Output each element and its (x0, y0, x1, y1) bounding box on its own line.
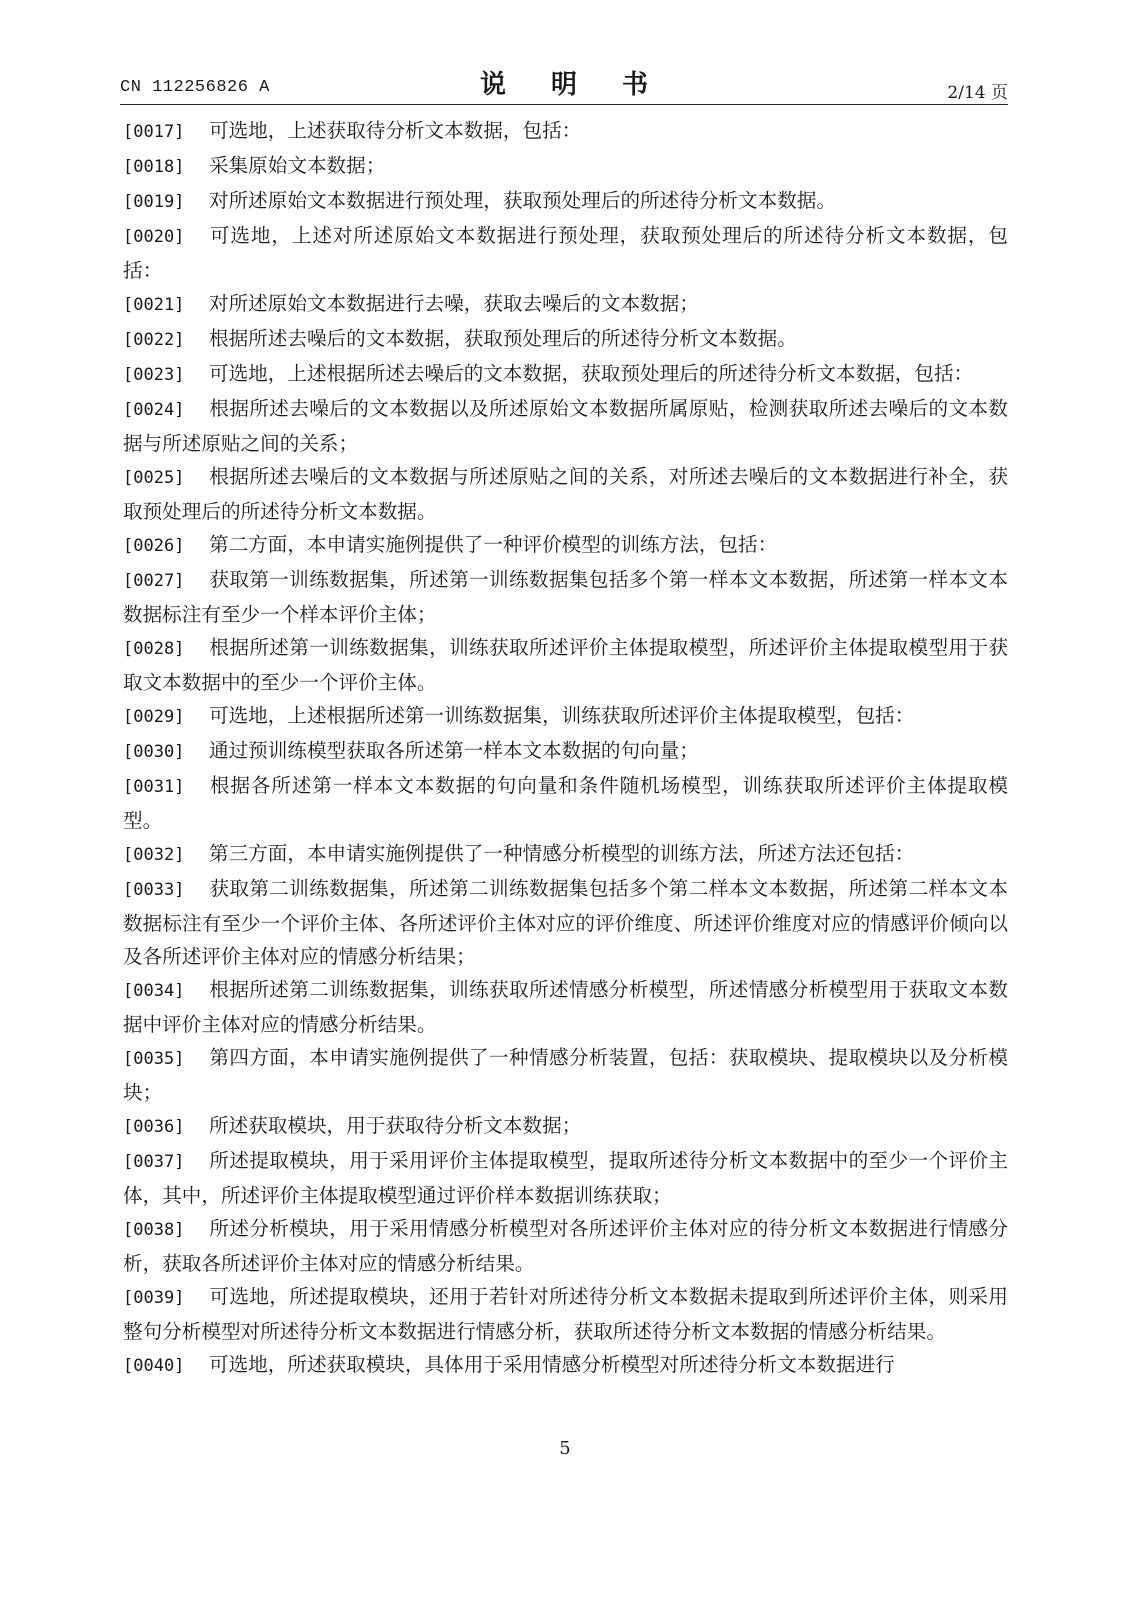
paragraph (123, 1212, 1008, 1280)
paragraph-text: 根据所述第一训练数据集，训练获取所述评价主体提取模型，所述评价主体提取模型用于获取文本数据中的至少一个评价主体。 (123, 636, 1008, 694)
paragraph-text: 所述获取模块，用于获取待分析文本数据； (209, 1114, 582, 1137)
paragraph (123, 872, 1008, 973)
document-body (123, 114, 1008, 1383)
paragraph (123, 219, 1008, 287)
paragraph-number: [0033] (123, 880, 185, 900)
paragraph-text: 根据所述去噪后的文本数据与所述原贴之间的关系，对所述去噪后的文本数据进行补全，获取预处理后的所述待分析文本数据。 (123, 465, 1008, 523)
paragraph (123, 357, 1008, 392)
paragraph-text: 可选地，上述根据所述第一训练数据集，训练获取所述评价主体提取模型，包括： (209, 704, 915, 727)
paragraph-text: 所述分析模块，用于采用情感分析模型对各所述评价主体对应的待分析文本数据进行情感分析，获取各所述评价主体对应的情感分析结果。 (123, 1217, 1008, 1275)
paragraph-number: [0023] (123, 365, 185, 385)
paragraph-text: 根据所述去噪后的文本数据以及所述原始文本数据所属原贴，检测获取所述去噪后的文本数据与所述原贴之间的关系； (123, 397, 1008, 455)
page-number: 5 (559, 1438, 571, 1459)
paragraph-number: [0017] (123, 122, 185, 142)
paragraph-text: 第四方面，本申请实施例提供了一种情感分析装置，包括：获取模块、提取模块以及分析模块； (123, 1046, 1008, 1104)
publication-number: CN 112256826 A (120, 78, 270, 97)
paragraph-number: [0030] (123, 742, 185, 762)
paragraph-number: [0019] (123, 192, 185, 212)
paragraph-number: [0036] (123, 1117, 185, 1137)
paragraph (123, 460, 1008, 528)
paragraph-number: [0038] (123, 1220, 185, 1240)
paragraph-number: [0025] (123, 468, 185, 488)
paragraph-number: [0024] (123, 400, 185, 420)
paragraph-text: 对所述原始文本数据进行去噪，获取去噪后的文本数据； (209, 292, 699, 315)
paragraph-number: [0031] (123, 777, 185, 797)
paragraph (123, 114, 1008, 149)
paragraph-number: [0020] (123, 227, 185, 247)
paragraph (123, 973, 1008, 1041)
paragraph (123, 1109, 1008, 1144)
paragraph-text: 所述提取模块，用于采用评价主体提取模型，提取所述待分析文本数据中的至少一个评价主体，其中，所述评价主体提取模型通过评价样本数据训练获取； (123, 1149, 1008, 1207)
paragraph (123, 563, 1008, 631)
paragraph-text: 采集原始文本数据； (209, 154, 386, 177)
paragraph-text: 可选地，所述提取模块，还用于若针对所述待分析文本数据未提取到所述评价主体，则采用整句分析模型对所述待分析文本数据进行情感分析，获取所述待分析文本数据的情感分析结果。 (123, 1285, 1008, 1343)
paragraph-text: 获取第一训练数据集，所述第一训练数据集包括多个第一样本文本数据，所述第一样本文本数据标注有至少一个样本评价主体； (123, 568, 1008, 626)
paragraph-number: [0032] (123, 845, 185, 865)
paragraph-text: 可选地，上述根据所述去噪后的文本数据，获取预处理后的所述待分析文本数据，包括： (209, 362, 974, 385)
paragraph-number: [0037] (123, 1152, 185, 1172)
paragraph (123, 699, 1008, 734)
paragraph-number: [0034] (123, 981, 185, 1001)
paragraph-number: [0040] (123, 1356, 185, 1376)
paragraph-number: [0018] (123, 157, 185, 177)
paragraph-text: 根据所述第二训练数据集，训练获取所述情感分析模型，所述情感分析模型用于获取文本数据中评价主体对应的情感分析结果。 (123, 978, 1008, 1036)
paragraph-text: 根据所述去噪后的文本数据，获取预处理后的所述待分析文本数据。 (209, 327, 797, 350)
paragraph-text: 根据各所述第一样本文本数据的句向量和条件随机场模型，训练获取所述评价主体提取模型。 (123, 774, 1008, 832)
page-of-total: 2/14 页 (947, 83, 1008, 103)
paragraph (123, 734, 1008, 769)
paragraph (123, 1144, 1008, 1212)
paragraph-text: 通过预训练模型获取各所述第一样本文本数据的句向量； (209, 739, 699, 762)
paragraph (123, 837, 1008, 872)
document-title: 说 明 书 (479, 70, 667, 100)
paragraph-number: [0026] (123, 536, 185, 556)
paragraph-text: 对所述原始文本数据进行预处理，获取预处理后的所述待分析文本数据。 (209, 189, 836, 212)
paragraph-number: [0022] (123, 330, 185, 350)
paragraph (123, 1041, 1008, 1109)
paragraph-text: 第三方面，本申请实施例提供了一种情感分析模型的训练方法，所述方法还包括： (209, 842, 915, 865)
paragraph (123, 1348, 1008, 1383)
paragraph-number: [0035] (123, 1049, 185, 1069)
paragraph-number: [0039] (123, 1288, 185, 1308)
paragraph-text: 可选地，所述获取模块，具体用于采用情感分析模型对所述待分析文本数据进行 (209, 1353, 895, 1376)
paragraph (123, 1280, 1008, 1348)
paragraph-text: 获取第二训练数据集，所述第二训练数据集包括多个第二样本文本数据，所述第二样本文本数据标注有至少一个评价主体、各所述评价主体对应的评价维度、所述评价维度对应的情感评价倾向以及各所述评价主体对应的情感分析结果； (123, 877, 1008, 968)
paragraph (123, 392, 1008, 460)
paragraph (123, 287, 1008, 322)
paragraph (123, 769, 1008, 837)
paragraph (123, 184, 1008, 219)
paragraph-number: [0027] (123, 571, 185, 591)
paragraph (123, 631, 1008, 699)
paragraph-text: 第二方面，本申请实施例提供了一种评价模型的训练方法，包括： (209, 533, 778, 556)
paragraph (123, 528, 1008, 563)
paragraph (123, 149, 1008, 184)
paragraph-text: 可选地，上述获取待分析文本数据，包括： (209, 119, 582, 142)
paragraph-text: 可选地，上述对所述原始文本数据进行预处理，获取预处理后的所述待分析文本数据，包括： (123, 224, 1008, 282)
header-divider (120, 104, 1008, 105)
paragraph (123, 322, 1008, 357)
paragraph-number: [0029] (123, 707, 185, 727)
paragraph-number: [0021] (123, 295, 185, 315)
paragraph-number: [0028] (123, 639, 185, 659)
page-header (120, 62, 1008, 102)
